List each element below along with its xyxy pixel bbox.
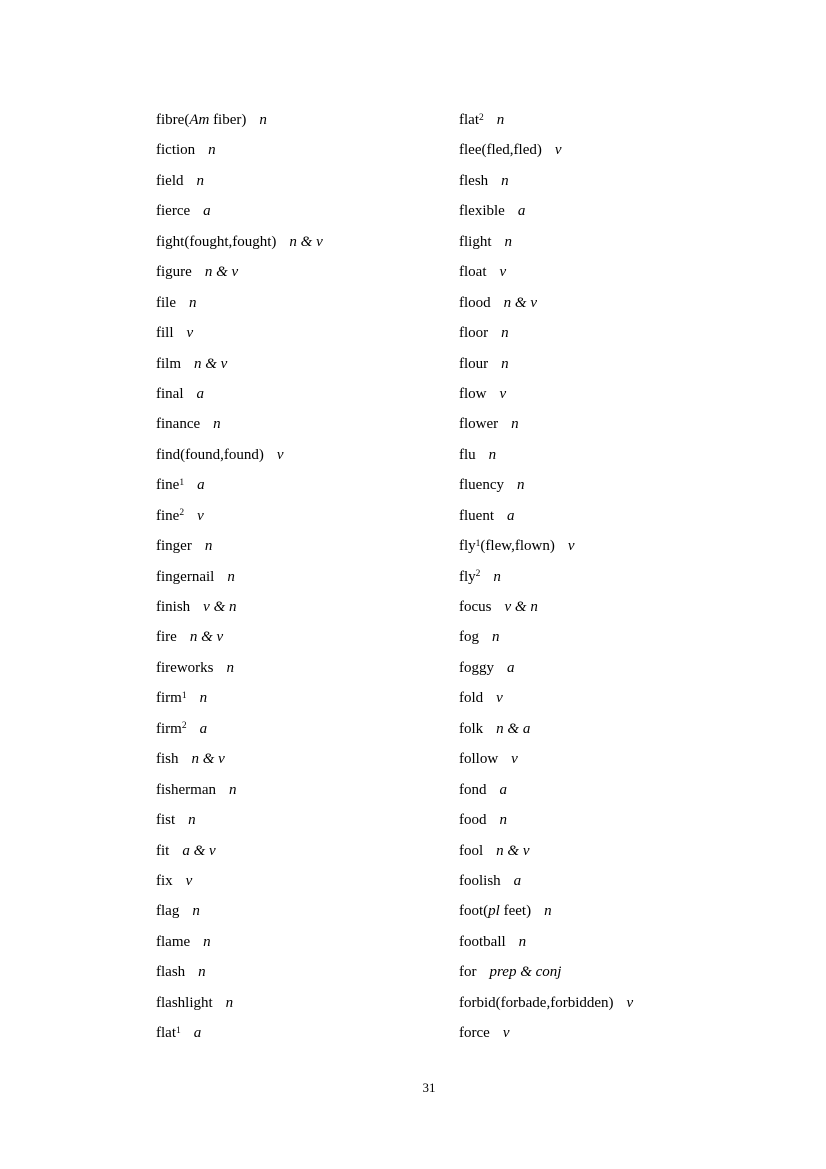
pos-label: prep & conj xyxy=(489,964,562,981)
word-text: file xyxy=(156,294,176,311)
homograph-superscript: 2 xyxy=(479,112,484,123)
word-entry xyxy=(156,318,323,348)
word-text: fiction xyxy=(156,142,196,159)
pos-label: n xyxy=(213,416,221,433)
word-text: folk xyxy=(459,720,484,737)
word-entry xyxy=(156,409,323,439)
pos-label: a & v xyxy=(182,842,216,859)
pos-label: a xyxy=(197,477,205,494)
word-entry xyxy=(156,379,323,409)
pos-label: n xyxy=(501,325,509,342)
word-entry xyxy=(156,744,323,774)
word-text: fierce xyxy=(156,203,191,220)
word-entry xyxy=(156,775,323,805)
word-entry xyxy=(156,714,323,744)
word-text: food xyxy=(459,812,487,829)
word-text: flower xyxy=(459,416,499,433)
pos-label: n & v xyxy=(189,629,224,646)
pos-label: v xyxy=(567,538,575,555)
word-text: flashlight xyxy=(156,994,213,1011)
word-entry xyxy=(459,227,633,257)
word-text: fit xyxy=(156,842,170,859)
word-text: field xyxy=(156,172,184,189)
word-text: fly$^2$ xyxy=(459,568,481,585)
pos-label: n xyxy=(501,355,509,372)
word-entry xyxy=(459,531,633,561)
word-text: floor xyxy=(459,325,489,342)
word-text: foggy xyxy=(459,659,494,676)
pos-label: a xyxy=(499,781,507,798)
word-text: fog xyxy=(459,629,479,646)
word-entry xyxy=(459,927,633,957)
word-text: foot(pl feet) xyxy=(459,903,532,920)
word-entry xyxy=(459,714,633,744)
word-text: focus xyxy=(459,599,492,615)
word-text: float xyxy=(459,264,487,281)
homograph-superscript: 2 xyxy=(179,508,185,519)
word-text: flu xyxy=(459,446,476,463)
pos-label: a xyxy=(513,872,522,889)
word-entry xyxy=(156,1018,323,1048)
word-text: flame xyxy=(156,933,191,950)
word-entry xyxy=(156,470,323,500)
word-entry xyxy=(156,501,323,531)
word-text: fix xyxy=(156,872,173,889)
word-entry xyxy=(156,288,323,318)
word-text: flour xyxy=(459,355,489,372)
pos-label: a xyxy=(199,720,208,737)
word-text: flash xyxy=(156,964,186,981)
pos-label: v & n xyxy=(203,599,237,615)
word-text: find(found,found) xyxy=(156,446,264,463)
pos-label: n xyxy=(192,903,200,920)
pos-label: n xyxy=(208,142,216,159)
pos-label: n xyxy=(488,446,497,463)
homograph-superscript: 1 xyxy=(475,538,481,549)
word-entry xyxy=(459,622,633,652)
word-entry xyxy=(156,440,323,470)
pos-label: n xyxy=(544,903,552,920)
word-text: flesh xyxy=(459,172,489,189)
word-entry xyxy=(459,349,633,379)
word-entry xyxy=(459,1018,633,1048)
word-text: fond xyxy=(459,781,487,798)
word-entry xyxy=(459,196,633,226)
word-text: flexible xyxy=(459,203,505,220)
word-text: fine$^1$ xyxy=(156,477,185,494)
pos-label: v xyxy=(496,690,503,707)
word-text: football xyxy=(459,933,506,950)
word-entry xyxy=(156,957,323,987)
pos-label: n xyxy=(259,112,267,128)
word-text: fingernail xyxy=(156,568,215,585)
word-text: force xyxy=(459,1025,490,1042)
homograph-superscript: 1 xyxy=(181,691,187,702)
word-entry xyxy=(156,896,323,926)
pos-label: v & n xyxy=(504,599,538,615)
word-text: flood xyxy=(459,294,491,311)
word-text: film xyxy=(156,355,181,372)
pos-label: n & v xyxy=(289,233,323,250)
word-entry xyxy=(156,988,323,1018)
word-text: for xyxy=(459,964,477,981)
word-entry xyxy=(459,257,633,287)
word-entry xyxy=(156,105,323,135)
word-entry xyxy=(459,805,633,835)
word-entry xyxy=(459,592,633,622)
pos-label: n xyxy=(203,933,211,950)
pos-label: n xyxy=(225,994,234,1011)
word-entry xyxy=(459,470,633,500)
pos-label: n xyxy=(518,933,527,950)
homograph-superscript: 2 xyxy=(181,721,187,732)
word-entry xyxy=(156,257,323,287)
word-list-column-right xyxy=(459,105,633,1049)
word-entry xyxy=(156,836,323,866)
pos-label: n xyxy=(188,812,196,829)
pos-label: n & v xyxy=(503,294,537,311)
word-entry xyxy=(459,866,633,896)
word-text: flat$^2$ xyxy=(459,112,484,128)
pos-label: n & v xyxy=(496,842,530,859)
word-text: fireworks xyxy=(156,659,214,676)
word-entry xyxy=(459,409,633,439)
word-entry xyxy=(459,683,633,713)
pos-label: v xyxy=(499,264,507,281)
homograph-superscript: 1 xyxy=(176,1025,181,1036)
pos-label: n & v xyxy=(191,751,225,768)
pos-label: v xyxy=(185,872,193,889)
word-entry xyxy=(156,592,323,622)
word-text: flow xyxy=(459,385,487,402)
word-entry xyxy=(459,288,633,318)
pos-label: n xyxy=(228,781,237,798)
word-entry xyxy=(156,135,323,165)
word-entry xyxy=(459,105,633,135)
pos-label: a xyxy=(203,203,211,220)
pos-label: n xyxy=(199,690,208,707)
pos-label: n & v xyxy=(204,264,239,281)
pos-label: a xyxy=(507,507,515,524)
word-text: firm$^2$ xyxy=(156,720,187,737)
pos-label: n xyxy=(504,233,512,250)
word-entry xyxy=(459,318,633,348)
pos-label: v xyxy=(499,385,507,402)
word-text: fire xyxy=(156,629,177,646)
pos-label: n & v xyxy=(194,355,228,372)
word-entry xyxy=(459,957,633,987)
pos-label: n xyxy=(196,172,204,189)
pos-label: a xyxy=(507,659,515,676)
page-number: 31 xyxy=(422,1080,436,1095)
word-entry xyxy=(459,836,633,866)
pos-label: n xyxy=(189,294,197,311)
word-text: fool xyxy=(459,842,484,859)
word-text: fight(fought,fought) xyxy=(156,233,277,250)
word-text: figure xyxy=(156,264,192,281)
word-entry xyxy=(459,166,633,196)
pos-label: n & a xyxy=(496,720,531,737)
word-entry xyxy=(156,562,323,592)
word-entry xyxy=(459,379,633,409)
pos-label: v xyxy=(502,1025,510,1042)
pos-label: n xyxy=(496,112,505,128)
word-text: fist xyxy=(156,812,176,829)
word-text: fill xyxy=(156,325,174,342)
pos-label: n xyxy=(204,538,213,555)
word-text: finance xyxy=(156,416,201,433)
pos-label: v xyxy=(511,751,518,768)
pos-label: n xyxy=(493,568,501,585)
pos-label: n xyxy=(516,477,525,494)
word-entry xyxy=(459,653,633,683)
word-text: fish xyxy=(156,751,179,768)
pos-label: v xyxy=(276,446,284,463)
word-entry xyxy=(156,349,323,379)
pos-label: v xyxy=(186,325,194,342)
word-entry xyxy=(459,988,633,1018)
pos-label: n xyxy=(492,629,500,646)
word-text: fibre(Am fiber) xyxy=(156,112,247,128)
pos-label: v xyxy=(626,994,634,1011)
word-text: fold xyxy=(459,690,484,707)
word-entry xyxy=(156,622,323,652)
word-text: flight xyxy=(459,233,492,250)
word-text: finger xyxy=(156,538,192,555)
pos-label: n xyxy=(501,172,509,189)
word-text: flat$^1$ xyxy=(156,1025,181,1042)
word-entry xyxy=(459,744,633,774)
pos-label: v xyxy=(197,507,204,524)
word-text: fluent xyxy=(459,507,494,524)
word-entry xyxy=(459,896,633,926)
word-entry xyxy=(459,135,633,165)
word-entry xyxy=(156,866,323,896)
word-text: fluency xyxy=(459,477,504,494)
word-entry xyxy=(156,927,323,957)
pos-label: n xyxy=(198,964,206,981)
word-entry xyxy=(156,805,323,835)
word-text: fly$^1$(flew,flown) xyxy=(459,538,555,555)
word-entry xyxy=(156,653,323,683)
word-entry xyxy=(459,562,633,592)
word-text: firm$^1$ xyxy=(156,690,187,707)
word-entry xyxy=(156,683,323,713)
pos-label: n xyxy=(499,812,507,829)
word-text: flee(fled,fled) xyxy=(459,142,542,159)
pos-label: a xyxy=(193,1025,202,1042)
word-text: forbid(forbade,forbidden) xyxy=(459,994,614,1011)
word-entry xyxy=(156,531,323,561)
word-text: flag xyxy=(156,903,180,920)
word-entry xyxy=(156,196,323,226)
word-entry xyxy=(156,166,323,196)
word-text: fisherman xyxy=(156,781,216,798)
word-entry xyxy=(459,501,633,531)
word-text: finish xyxy=(156,599,191,615)
word-text: follow xyxy=(459,751,499,768)
pos-label: n xyxy=(226,659,234,676)
word-text: fine$^2$ xyxy=(156,507,185,524)
homograph-superscript: 1 xyxy=(179,477,185,488)
word-text: final xyxy=(156,385,184,402)
word-entry xyxy=(459,775,633,805)
pos-label: n xyxy=(227,568,235,585)
word-entry xyxy=(156,227,323,257)
pos-label: a xyxy=(517,203,526,220)
pos-label: v xyxy=(554,142,562,159)
homograph-superscript: 2 xyxy=(475,569,481,580)
word-text: foolish xyxy=(459,872,501,889)
pos-label: a xyxy=(196,385,204,402)
word-entry xyxy=(459,440,633,470)
word-list-column-left xyxy=(156,105,323,1049)
pos-label: n xyxy=(511,416,519,433)
